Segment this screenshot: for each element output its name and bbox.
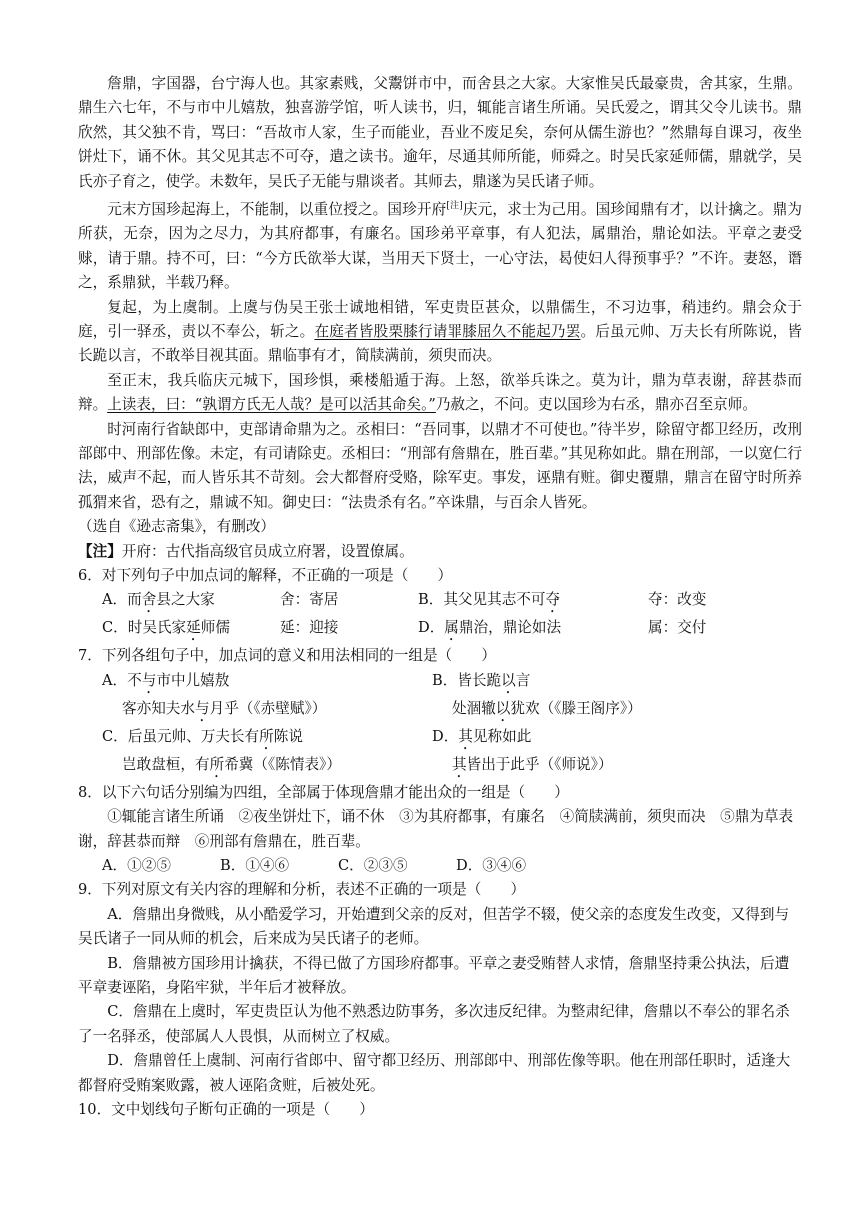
question-9-option-d[interactable]: D．詹鼎曾任上虞制、河南行省郎中、留守都卫经历、刑部郎中、刑部佐像等职。他在刑部任职时，适逢大都督府受贿案败露，被人诬陷贪赃，后被处死。 bbox=[78, 1052, 791, 1094]
question-9-stem: 9．下列对原文有关内容的理解和分析，表述不正确的一项是（ ） bbox=[78, 881, 526, 899]
question-7-row-ab-sub bbox=[78, 697, 802, 725]
question-6-option-c-explanation: 延：迎接 bbox=[280, 619, 339, 637]
note-text: 开府：古代指高级官员成立府署，设置僚属。 bbox=[121, 542, 414, 560]
underlined-sentence-2: 上读表，曰：“孰谓方氏无人哉？是可以活其命矣。” bbox=[107, 396, 436, 414]
underlined-sentence-1: 在庭者皆股栗膝行请罪膝屈久不能起乃罢 bbox=[314, 322, 581, 340]
question-6-option-d-explanation: 属：交付 bbox=[648, 619, 707, 637]
question-7-option-b[interactable]: B．皆长跪以言 bbox=[432, 671, 531, 689]
question-8-option-a[interactable]: A．①②⑤ bbox=[102, 857, 171, 875]
passage-paragraph-4: 至正末，我兵临庆元城下，国珍惧，乘楼船遁于海。上怒，欲举兵诛之。莫为计，鼎为草表谢，辞甚恭而辩。上读表，曰：“孰谓方氏无人哉？是可以活其命矣。”乃赦之，不问。吏以国珍为右丞，鼎亦召至京师。 bbox=[78, 371, 802, 414]
question-9-option-a[interactable]: A．詹鼎出身微贱，从小酷爱学习，开始遭到父亲的反对，但苦学不辍，使父亲的态度发生改变，又得到与吴氏诸子一同从师的机会，后来成为吴氏诸子的老师。 bbox=[78, 905, 790, 948]
question-6-option-b-explanation: 夺：改变 bbox=[648, 591, 707, 609]
passage-source: （选自《逊志斋集》，有删改） bbox=[78, 518, 276, 536]
passage-paragraph-2: 元末方国珍起海上，不能制，以重位授之。国珍开府[注]庆元，求士为己用。国珍闻鼎有才，以计擒之。鼎为所获，无奈，因为之尽力，为其府都事，有廉名。国珍弟平章事，有人犯法，属鼎治，鼎论如法。平章之妻受赇，请于鼎。持不可，曰：“今方氏欲举大谋，当用天下贤士，一心守法，曷使妇人得预事乎？”不许。妻怒，谮之，系鼎狱，半载乃释。 bbox=[78, 200, 802, 292]
question-8-option-d[interactable]: D．③④⑥ bbox=[456, 857, 527, 875]
question-6-stem: 6．对下列句子中加点词的解释，不正确的一项是（ ） bbox=[78, 566, 453, 584]
question-8-option-c[interactable]: C．②③⑤ bbox=[338, 857, 408, 875]
passage-paragraph-5: 时河南行省缺郎中，吏部请命鼎为之。丞相曰：“吾同事，以鼎才不可使也。”待半岁，除留守都卫经历，改刑部郎中、刑部佐像。未定，有司请除吏。丞相曰：“刑部有詹鼎在，胜百辈。”其见称如此。鼎在刑部，一以宽仁行法，威声不起，而人皆乐其不苛刻。会大都督府受赂，除军吏。事发，诬鼎有赃。御史覆鼎，鼎言在留守时所养孤猬来省，恐有之，鼎诚不知。御史曰：“法贵杀有名。”卒诛鼎，与百余人皆死。 bbox=[78, 420, 802, 511]
question-6-option-c[interactable]: C．时吴氏家延师儒 bbox=[102, 619, 230, 637]
passage-note bbox=[78, 540, 802, 564]
passage-paragraph-3: 复起，为上虞制。上虞与伪吴王张士诚地相错，军吏贵臣甚众，以鼎儒生，不习边事，稍违约。鼎会众于庭，引一驿丞，责以不奉公，斩之。在庭者皆股栗膝行请罪膝屈久不能起乃罢。后虽元帅、万夫长有所陈说，皆长跪以言，不敢举目视其面。鼎临事有才，简牍满前，须臾而决。 bbox=[78, 298, 802, 365]
question-7-option-b-sub: 处涸辙以犹欢（《滕王阁序》） bbox=[452, 699, 642, 717]
question-8-option-b[interactable]: B．①④⑥ bbox=[220, 857, 290, 875]
question-7-row-ab bbox=[78, 669, 802, 697]
question-7-option-a-sub: 客亦知夫水与月乎（《赤壁赋》） bbox=[122, 699, 327, 717]
question-6-option-b[interactable]: B．其父见其志不可夺 bbox=[418, 591, 561, 609]
exam-page bbox=[78, 72, 802, 1122]
question-6-row-cd bbox=[78, 616, 802, 644]
question-6-row-ab bbox=[78, 588, 802, 616]
question-7-option-d[interactable]: D．其见称如此 bbox=[432, 727, 532, 745]
question-10-stem: 10．文中划线句子断句正确的一项是（ ） bbox=[78, 1101, 374, 1119]
question-7-option-a[interactable]: A．不与市中儿嬉敖 bbox=[102, 671, 230, 689]
question-7-stem: 7．下列各组句子中，加点词的意义和用法相同的一组是（ ） bbox=[78, 647, 496, 665]
question-6-option-a-explanation: 舍：寄居 bbox=[280, 591, 339, 609]
note-label: 【注】 bbox=[78, 542, 122, 560]
question-8-stem: 8．以下六句话分别编为四组，全部属于体现詹鼎才能出众的一组是（ ） bbox=[78, 783, 569, 801]
question-8-items: ①辄能言诸生所诵 ②夜坐饼灶下，诵不休 ③为其府都事，有廉名 ④简牍满前，须臾而决 ⑤鼎为草表谢，辞甚恭而辩 ⑥刑部有詹鼎在，胜百辈。 bbox=[78, 808, 794, 850]
question-7-row-cd-sub bbox=[78, 753, 802, 781]
question-9-option-c[interactable]: C．詹鼎在上虞时，军吏贵臣认为他不熟悉边防事务，多次违反纪律。为整肃纪律，詹鼎以不奉公的罪名杀了一名驿丞，使部属人人畏惧，从而树立了权威。 bbox=[78, 1003, 790, 1045]
question-8-choices bbox=[78, 854, 802, 878]
question-7-row-cd bbox=[78, 725, 802, 753]
note-marker: [注] bbox=[446, 201, 463, 212]
question-6-option-d[interactable]: D．属鼎治，鼎论如法 bbox=[418, 619, 562, 637]
passage-paragraph-1: 詹鼎，字国器，台宁海人也。其家素贱，父鬻饼市中，而舍县之大家。大家惟吴氏最豪贵，舍其家，生鼎。鼎生六七年，不与市中儿嬉敖，独喜游学馆，听人读书，归，辄能言诸生所诵。吴氏爱之，谓其父令儿读书。鼎欣然，其父独不肯，骂曰：“吾故市人家，生子而能业，吾业不废足矣，奈何从儒生游也？”然鼎每自课习，夜坐饼灶下，诵不休。其父见其志不可夺，遣之读书。逾年，尽通其师所能，师舜之。时吴氏家延师儒，鼎就学，吴氏亦子育之，使学。未数年，吴氏子无能与鼎谈者。其师去，鼎遂为吴氏诸子师。 bbox=[78, 75, 802, 190]
question-7-option-d-sub: 其皆出于此乎（《师说》） bbox=[452, 755, 613, 773]
question-6-option-a[interactable]: A．而舍县之大家 bbox=[102, 591, 215, 609]
question-9-option-b[interactable]: B．詹鼎被方国珍用计擒获，不得已做了方国珍府都事。平章之妻受贿替人求情，詹鼎坚持秉公执法，后遭平章妻诬陷，身陷牢狱，半年后才被释放。 bbox=[78, 954, 790, 997]
question-7-option-c[interactable]: C．后虽元帅、万夫长有所陈说 bbox=[102, 727, 303, 745]
question-7-option-c-sub: 岂敢盘桓，有所希冀（《陈情表》） bbox=[122, 755, 341, 773]
